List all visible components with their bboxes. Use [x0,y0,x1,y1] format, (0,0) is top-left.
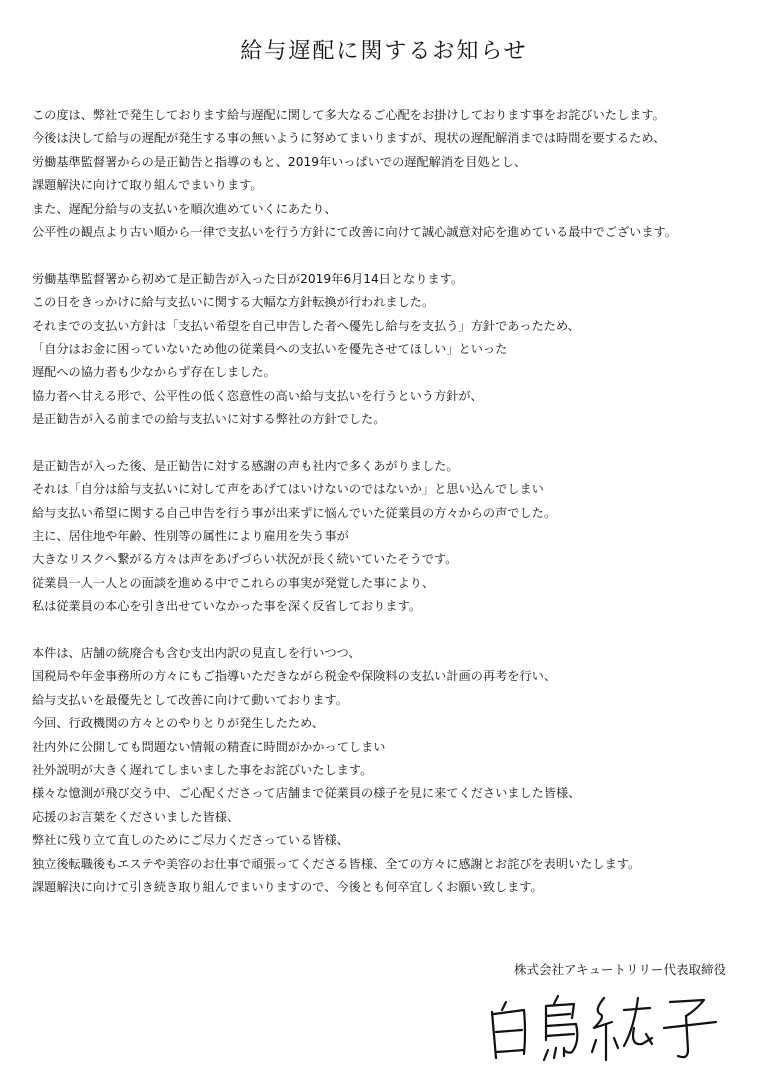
notice-body [32,104,752,899]
text-line: 今後は決して給与の遅配が発生する事の無いように努めてまいりますが、現状の遅配解消までは時間を要するため、 [32,131,666,146]
text-line: この日をきっかけに給与支払いに関する大幅な方針転換が行われました。 [32,295,435,310]
text-line: 独立後転職後もエステや美容のお仕事で頑張ってくださる皆様、全ての方々に感謝とお詫びを表明いたします。 [32,856,641,871]
text-line: 労働基準監督署から初めて是正勧告が入った日が2019年6月14日となります。 [32,271,464,286]
text-line: 弊社に残り立て直しのためにご尽力くださっている皆様、 [32,833,349,848]
text-line: 是正勧告が入った後、是正勧告に対する感謝の声も社内で多くあがりました。 [32,458,459,473]
text-line: 課題解決に向けて引き続き取り組んでまいりますので、今後とも何卒宜しくお願い致します。 [32,879,543,894]
text-line: 大きなリスクへ繋がる方々は声をあげづらい状況が長く続いていたそうです。 [32,552,458,567]
text-line: 労働基準監督署からの是正勧告と指導のもと、2019年いっぱいでの遅配解消を目処とし、 [32,154,527,169]
text-line: 応援のお言葉をくださいました皆様、 [32,809,240,824]
paragraph-1 [32,104,752,244]
text-line: 社外説明が大きく遅れてしまいました事をお詫びいたします。 [32,762,373,777]
text-line: 公平性の観点より古い順から一律で支払いを行う方針にて改善に向けて誠心誠意対応を進めている最中でございます。 [32,224,677,239]
document-title: 給与遅配に関するお知らせ [240,39,528,64]
company-title: 株式会社アキュートリリー代表取締役 [513,962,726,977]
text-line: 課題解決に向けて取り組んでまいります。 [32,178,263,193]
text-line: 「自分はお金に困っていないため他の従業員への支払いを優先させてほしい」といった [32,341,508,356]
text-line: 社内外に公開しても問題ない情報の精査に時間がかかってしまい [32,739,386,754]
paragraph-gap [32,619,752,642]
text-line: 給与支払いを最優先として改善に向けて動いております。 [32,692,348,707]
text-line: 協力者へ甘える形で、公平性の低く恣意性の高い給与支払いを行うという方針が、 [32,388,483,403]
paragraph-gap [32,431,752,454]
text-line: 私は従業員の本心を引き出せていなかった事を深く反省しております。 [32,599,422,614]
text-line: 遅配への協力者も少なからず存在しました。 [32,365,276,380]
text-line: 国税局や年金事務所の方々にもご指導いただきながら税金や保険料の支払い計画の再考を行い、 [32,669,557,684]
text-line: 様々な憶測が飛び交う中、ご心配くださって店舗まで従業員の様子を見に来てくださいました皆様、 [32,786,581,801]
text-line: この度は、弊社で発生しております給与遅配に関して多大なるご心配をお掛けしております事をお詫びいたします。 [32,108,665,122]
text-line: それは「自分は給与支払いに対して声をあげてはいけないのではないか」と思い込んでしまい [32,482,544,497]
text-line: それまでの支払い方針は「支払い希望を自己申告した者へ優先し給与を支払う」方針であったため、 [32,318,580,333]
text-line: 今回、行政機関の方々とのやりとりが発生したため、 [32,716,325,731]
text-line: 従業員一人一人との面談を進める中でこれらの事実が発覚した事により、 [32,575,435,590]
paragraph-gap [32,244,752,267]
paragraph-3 [32,455,752,619]
text-line: 是正勧告が入る前までの給与支払いに対する弊社の方針でした。 [32,412,386,427]
signature-image [484,988,724,1068]
paragraph-4 [32,642,752,899]
text-line: 給与支払い希望に関する自己申告を行う事が出来ずに悩んでいた従業員の方々からの声でした。 [32,505,557,520]
text-line: 本件は、店舗の統廃合も含む支出内訳の見直しを行いつつ、 [32,645,361,660]
handwritten-signature [484,988,724,1068]
text-line: また、遅配分給与の支払いを順次進めていくにあたり、 [32,201,337,216]
paragraph-2 [32,268,752,432]
text-line: 主に、居住地や年齢、性別等の属性により雇用を失う事が [32,529,349,544]
